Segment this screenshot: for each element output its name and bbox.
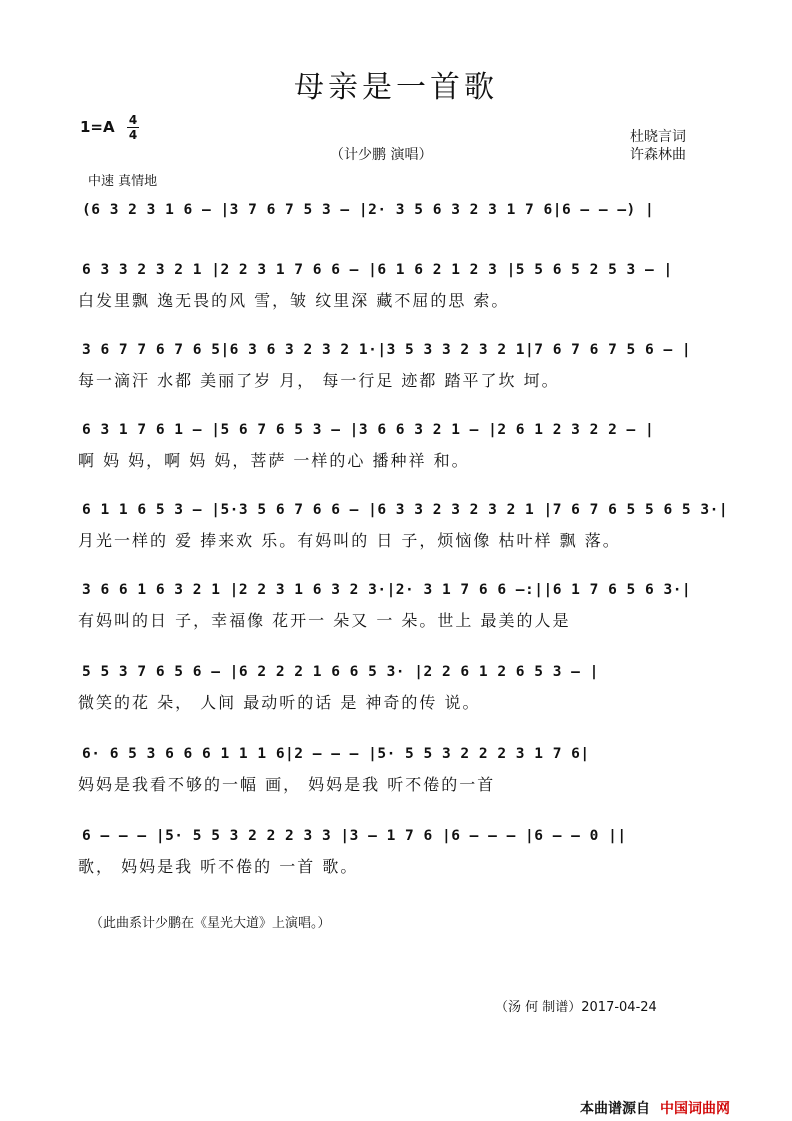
tempo-marking: 中速 真情地 bbox=[88, 174, 158, 189]
notation-text: 6 3 3 2 3 2 1 |2 2 3 1 7 6 6 – |6 1 6 2 1 2 3 |5 5 6 5 2 5 3 – | bbox=[82, 262, 673, 278]
notation-line bbox=[78, 740, 728, 770]
source-label: 本曲谱源自 bbox=[580, 1101, 650, 1117]
score-row bbox=[78, 196, 728, 260]
performance-note: （此曲系计少鹏在《星光大道》上演唱。） bbox=[90, 916, 331, 931]
lyric-line: 有妈叫的日 子，幸福像 花开一 朵又 一 朵。世上 最美的人是 bbox=[78, 611, 571, 630]
notation-text: 6 1 1 6 5 3 – |5·3 5 6 7 6 6 – |6 3 3 2 3 2 3 2 1 |7 6 7 6 5 5 6 5 3·| bbox=[82, 502, 728, 518]
score-row bbox=[78, 416, 728, 480]
lyric-line: 妈妈是我看不够的一幅 画， 妈妈是我 听不倦的一首 bbox=[78, 775, 496, 794]
lyric-line: 每一滴汗 水都 美丽了岁 月， 每一行足 迹都 踏平了坎 坷。 bbox=[78, 371, 560, 390]
notation-text: 6· 6 5 3 6 6 6 1 1 1 6|2 – – – |5· 5 5 3 2 2 2 3 1 7 6| bbox=[82, 746, 590, 762]
singer-credit: （计少鹏 演唱） bbox=[330, 147, 433, 163]
lyric-line: 啊 妈 妈，啊 妈 妈，菩萨 一样的心 播种祥 和。 bbox=[78, 451, 470, 470]
time-signature bbox=[127, 114, 139, 141]
source-brand: 中国词曲网 bbox=[660, 1101, 730, 1117]
notation-line bbox=[78, 496, 728, 526]
notation-line bbox=[78, 822, 728, 852]
notation-text: (6 3 2 3 1 6 – |3 7 6 7 5 3 – |2· 3 5 6 3 2 3 1 7 6|6 – – –) | bbox=[82, 202, 655, 218]
lyric-line: 白发里飘 逸无畏的风 雪，皱 纹里深 藏不屈的思 索。 bbox=[78, 291, 510, 310]
lyricist: 杜晓言词 bbox=[630, 129, 686, 145]
score-row bbox=[78, 658, 728, 722]
notation-line bbox=[78, 256, 728, 286]
meter-bottom: 4 bbox=[128, 128, 138, 142]
notation-line bbox=[78, 336, 728, 366]
notation-line bbox=[78, 658, 728, 688]
score-row bbox=[78, 576, 728, 640]
notation-text: 3 6 6 1 6 3 2 1 |2 2 3 1 6 3 2 3·|2· 3 1 7 6 6 –:||6 1 7 6 5 6 3·| bbox=[82, 582, 692, 598]
source-attribution bbox=[580, 1098, 730, 1118]
notation-line bbox=[78, 416, 728, 446]
key-signature: 1=A bbox=[80, 118, 115, 136]
notation-line bbox=[78, 196, 728, 226]
score-row bbox=[78, 256, 728, 320]
transcriber-credit: （汤 何 制谱）2017-04-24 bbox=[495, 1000, 657, 1015]
meter-top: 4 bbox=[128, 113, 138, 127]
score-row bbox=[78, 336, 728, 400]
lyric-line: 歌， 妈妈是我 听不倦的 一首 歌。 bbox=[78, 857, 359, 876]
lyric-line bbox=[78, 228, 728, 256]
notation-text: 6 – – – |5· 5 5 3 2 2 2 3 3 |3 – 1 7 6 |6 – – – |6 – – 0 || bbox=[82, 828, 627, 844]
notation-line bbox=[78, 576, 728, 606]
lyric-line: 月光一样的 爱 捧来欢 乐。有妈叫的 日 子，烦恼像 枯叶样 飘 落。 bbox=[78, 531, 621, 550]
page-title: 母亲是一首歌 bbox=[294, 70, 498, 105]
notation-text: 3 6 7 7 6 7 6 5|6 3 6 3 2 3 2 1·|3 5 3 3 2 3 2 1|7 6 7 6 7 5 6 – | bbox=[82, 342, 692, 358]
notation-text: 5 5 3 7 6 5 6 – |6 2 2 2 1 6 6 5 3· |2 2 6 1 2 6 5 3 – | bbox=[82, 664, 599, 680]
score-row bbox=[78, 740, 728, 804]
lyric-line: 微笑的花 朵， 人间 最动听的话 是 神奇的传 说。 bbox=[78, 693, 481, 712]
notation-text: 6 3 1 7 6 1 – |5 6 7 6 5 3 – |3 6 6 3 2 1 – |2 6 1 2 3 2 2 – | bbox=[82, 422, 655, 438]
score-row bbox=[78, 496, 728, 560]
credits bbox=[630, 128, 686, 164]
composer: 许森林曲 bbox=[630, 147, 686, 163]
score-row bbox=[78, 822, 728, 886]
